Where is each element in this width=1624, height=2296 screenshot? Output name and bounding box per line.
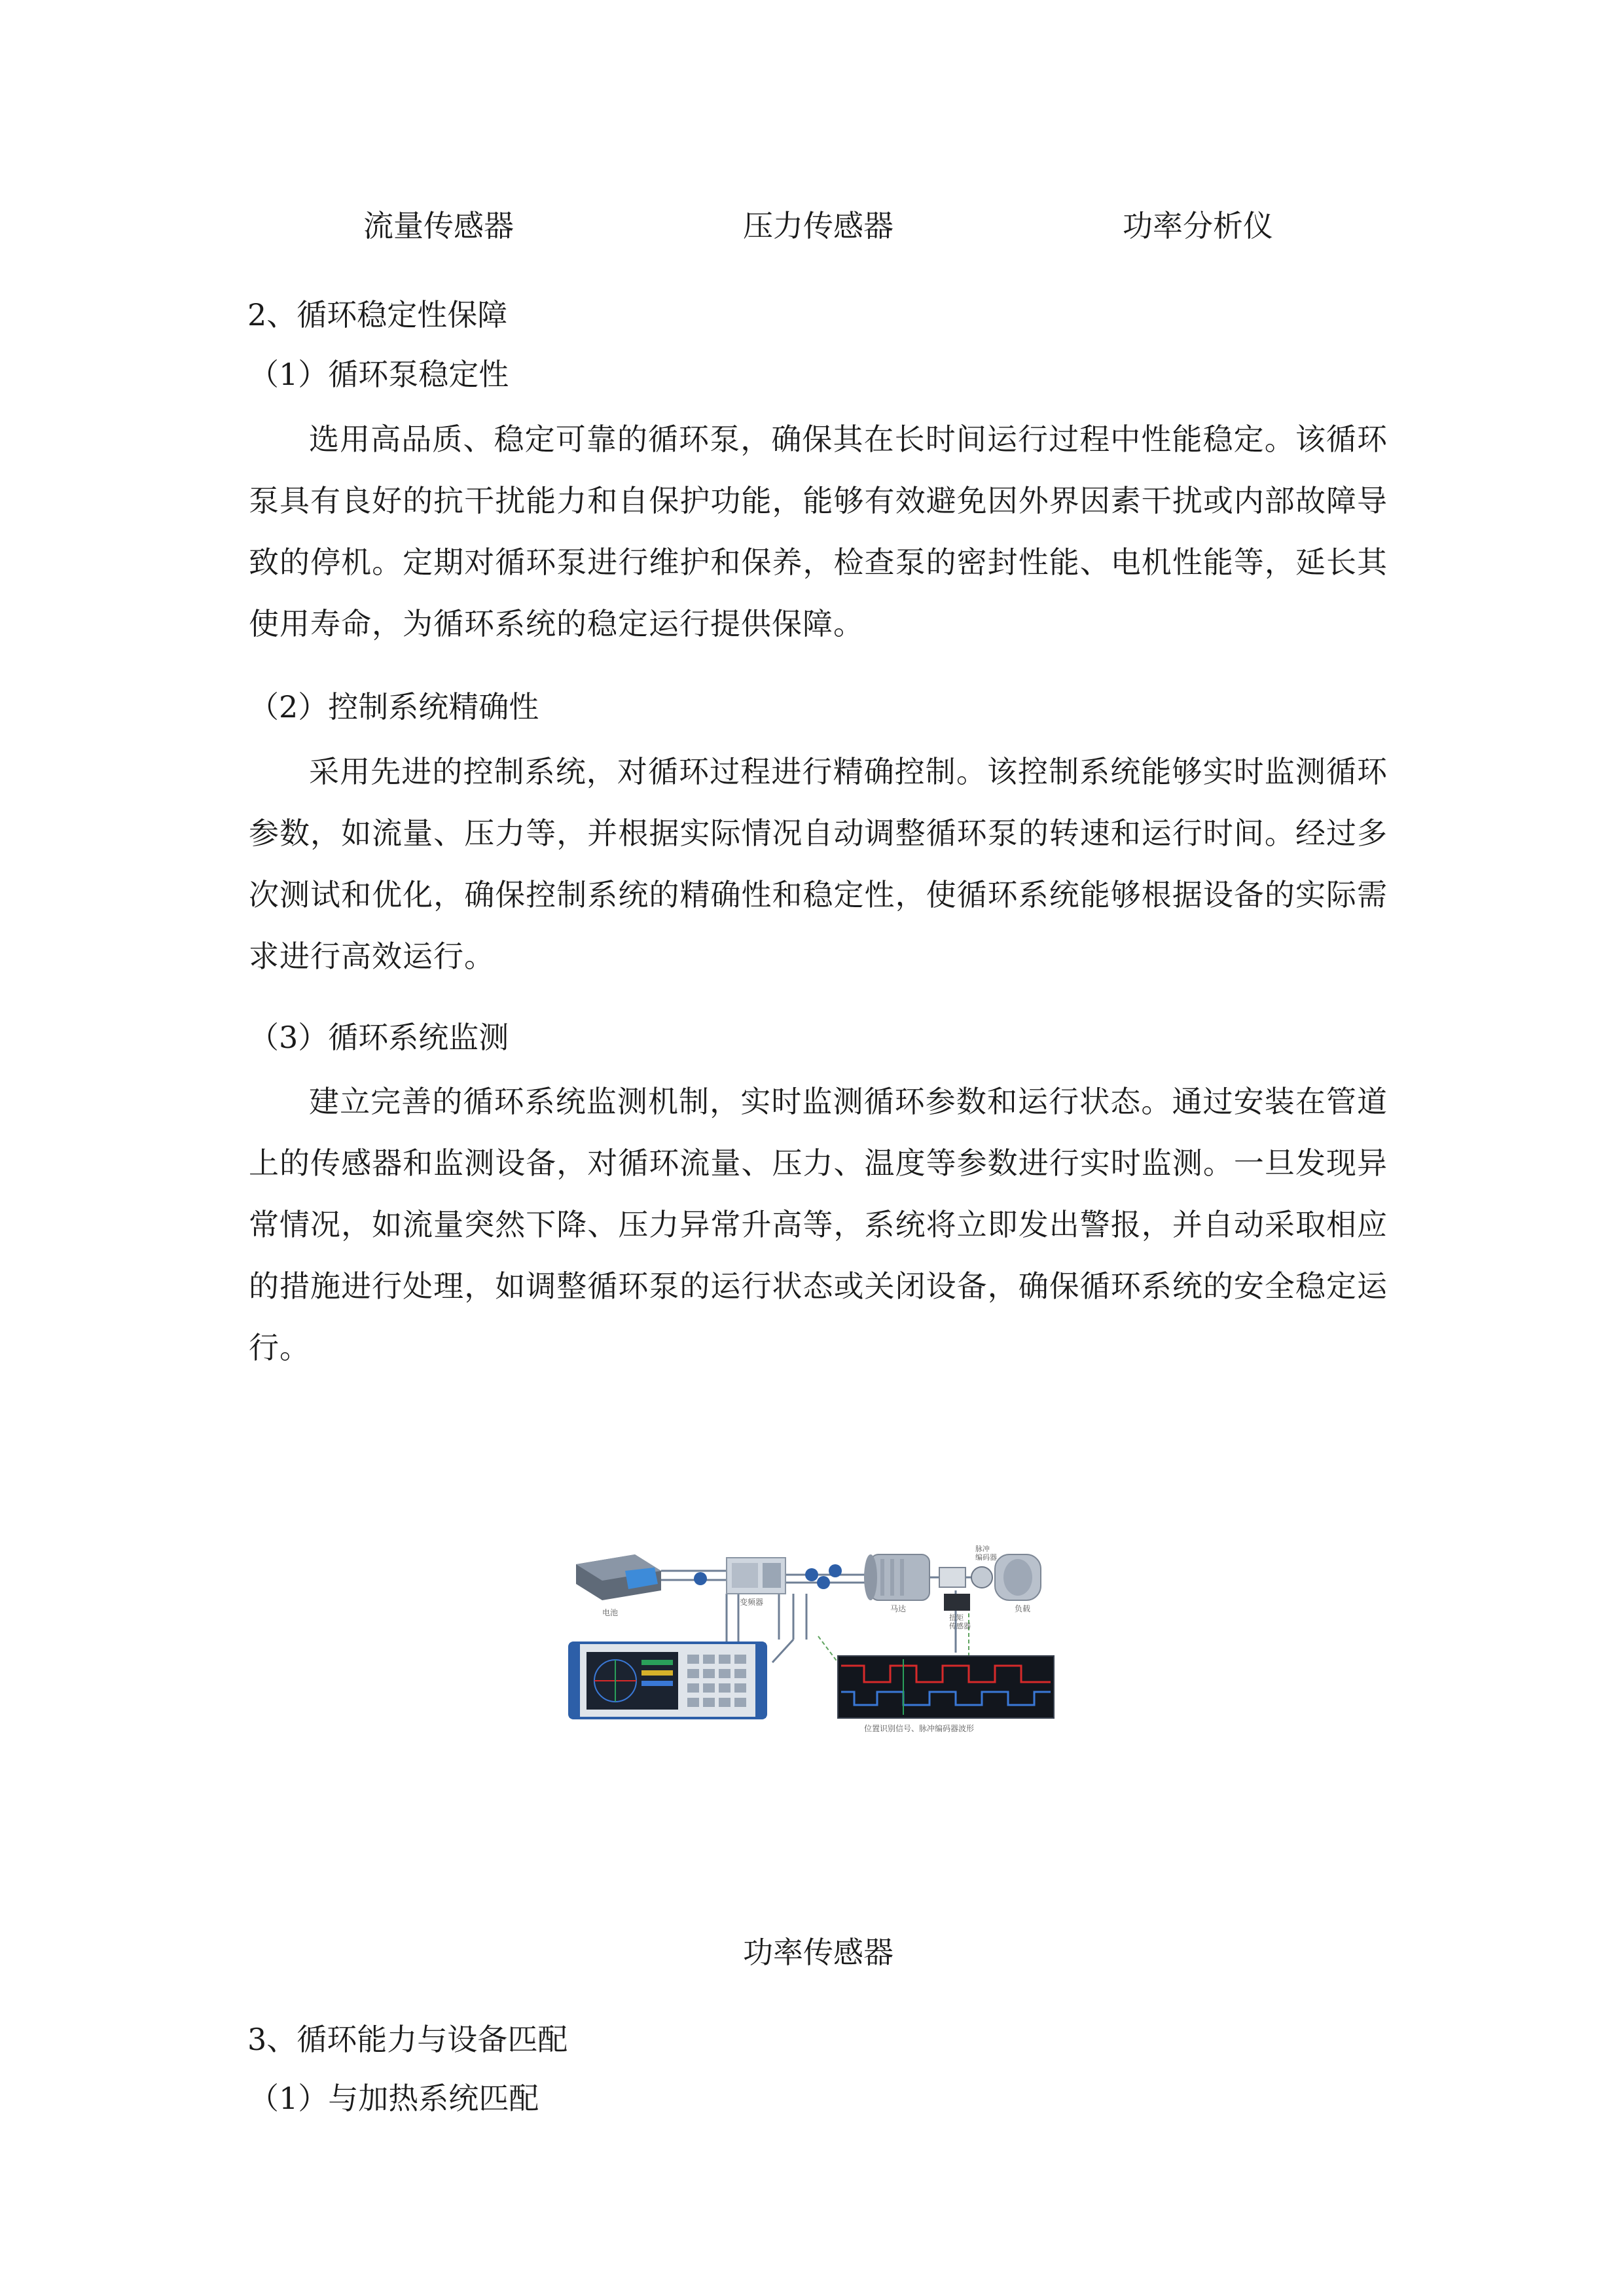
caption-flow-sensor: 流量传感器 (363, 208, 514, 243)
caption-power-analyzer: 功率分析仪 (1123, 208, 1273, 243)
torque-sensor-icon (939, 1568, 970, 1611)
waveform-caption: 位置识别信号、脉冲编码器波形 (864, 1724, 975, 1733)
waveform-display (838, 1656, 1054, 1718)
load-icon (995, 1554, 1041, 1600)
motor-label: 马达 (890, 1604, 907, 1613)
subsection-2-body: 采用先进的控制系统，对循环过程进行精确控制。该控制系统能够实时监测循环参数，如流量、压力等，并根据实际情况自动调整循环泵的转速和运行时间。经过多次测试和优化，确保控制系统的精确性和稳定性，使循环系统能够根据设备的实际需求进行高效运行。 (249, 754, 1388, 974)
figure-caption: 功率传感器 (743, 1935, 893, 1970)
battery-label: 电池 (602, 1608, 619, 1617)
subsection-3-title: （3）循环系统监测 (249, 1020, 509, 1055)
encoder-label: 脉冲编码器 (975, 1545, 997, 1562)
torque-sensor-label: 扭矩传感器 (949, 1613, 971, 1630)
motor-icon (864, 1554, 929, 1600)
inverter-label: 变频器 (740, 1598, 764, 1607)
subsection-1-title: （1）循环泵稳定性 (249, 357, 509, 392)
section-3-title: 3、循环能力与设备匹配 (247, 2022, 568, 2057)
subsection-2-title: （2）控制系统精确性 (249, 689, 539, 725)
section-3-subsection-1-title: （1）与加热系统匹配 (249, 2081, 539, 2116)
caption-pressure-sensor: 压力传感器 (743, 208, 893, 243)
battery-icon (576, 1554, 661, 1600)
power-analyzer-icon (569, 1643, 766, 1718)
subsection-3-body: 建立完善的循环系统监测机制，实时监测循环参数和运行状态。通过安装在管道上的传感器和监测设备，对循环流量、压力、温度等参数进行实时监测。一旦发现异常情况，如流量突然下降、压力异常升高等，系统将立即发出警报，并自动采取相应的措施进行处理，如调整循环泵的运行状态或关闭设备，确保循环系统的安全稳定运行。 (249, 1084, 1388, 1365)
subsection-1-body: 选用高品质、稳定可靠的循环泵，确保其在长时间运行过程中性能稳定。该循环泵具有良好的抗干扰能力和自保护功能，能够有效避免因外界因素干扰或内部故障导致的停机。定期对循环泵进行维护和保养，检查泵的密封性能、电机性能等，延长其使用寿命，为循环系统的稳定运行提供保障。 (249, 422, 1388, 641)
inverter-icon (727, 1558, 785, 1594)
section-2-title: 2、循环稳定性保障 (247, 297, 508, 332)
power-sensor-diagram (563, 1532, 1060, 1761)
encoder-icon (971, 1567, 992, 1588)
load-label: 负载 (1015, 1604, 1031, 1613)
